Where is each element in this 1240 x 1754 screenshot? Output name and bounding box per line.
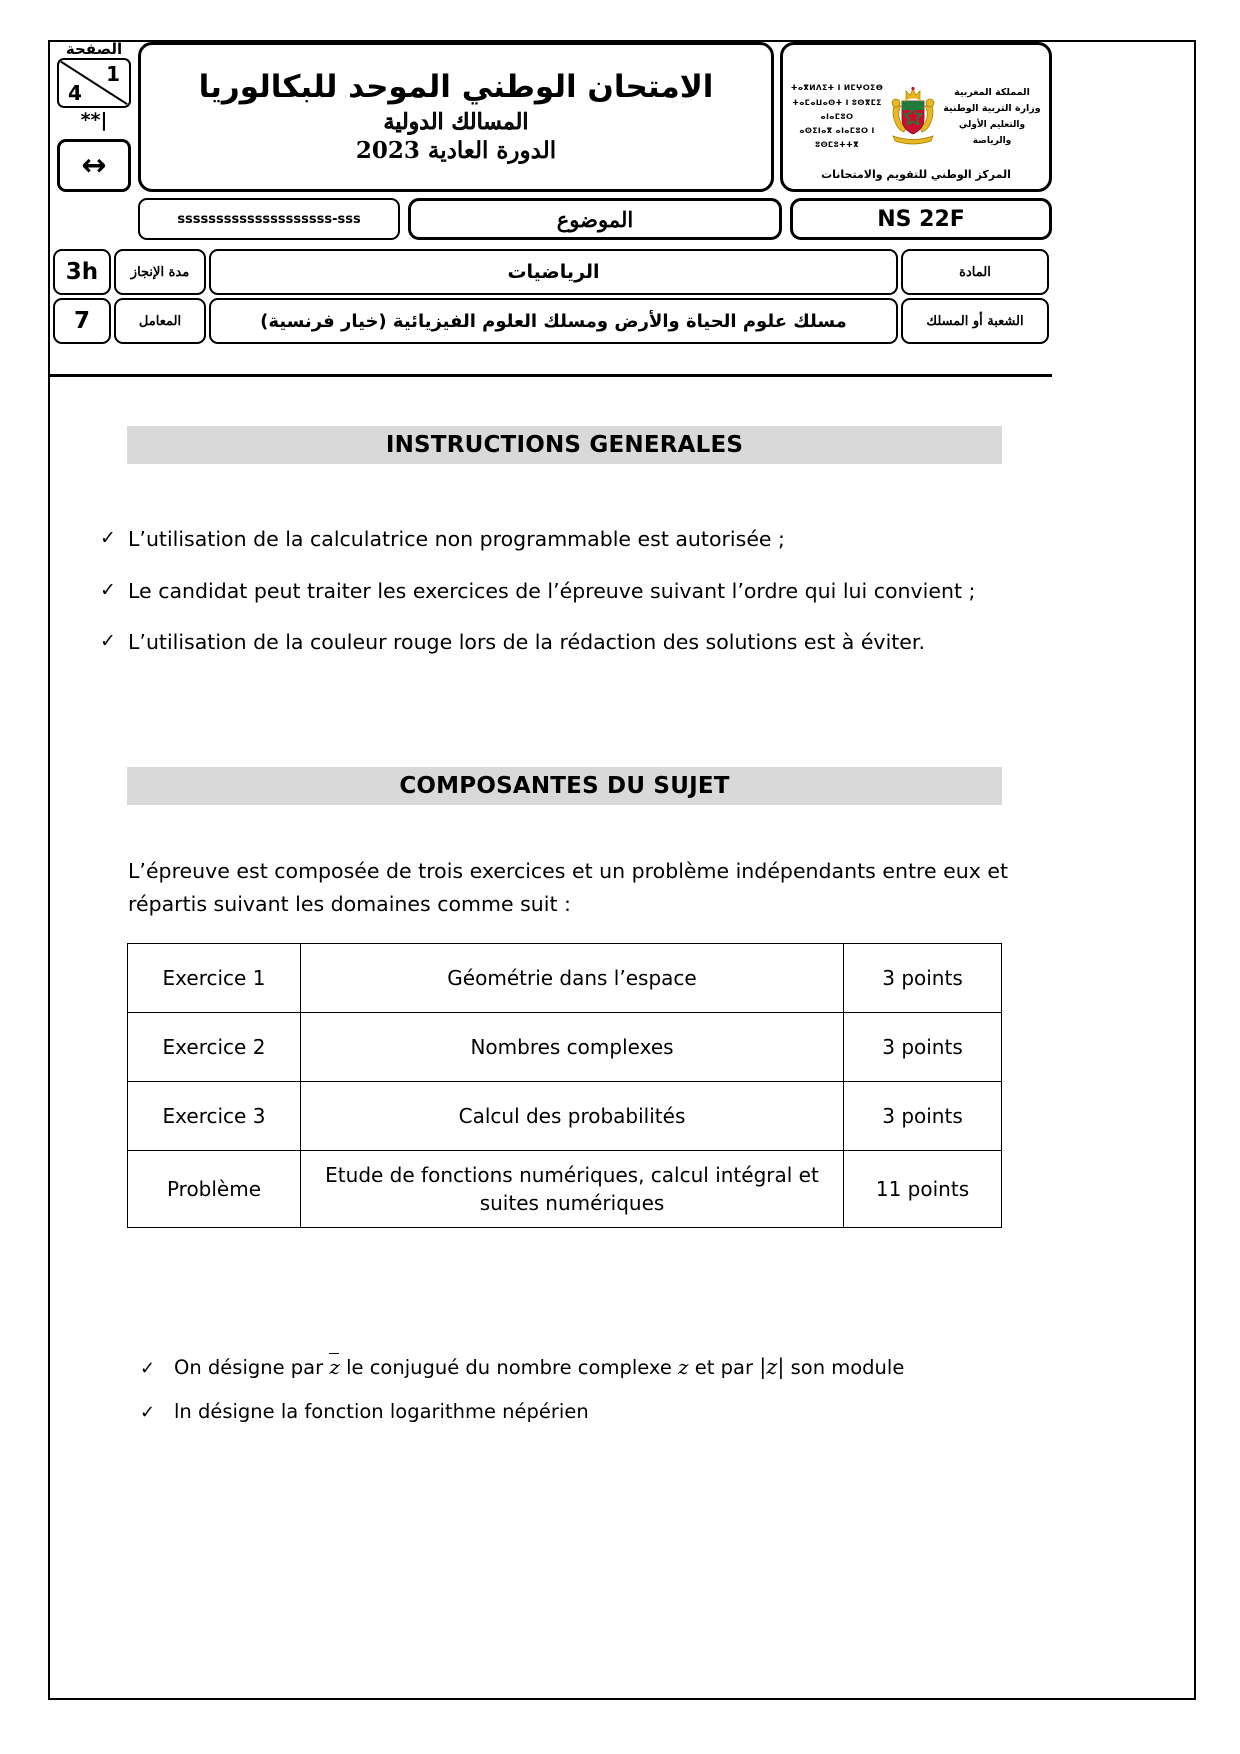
header-second-row [50,198,1052,240]
ministry-line-3: والتعليم الأولي والرياضة [958,119,1026,146]
footnote-part-2: le conjugué du nombre complexe [346,1356,672,1379]
coat-of-arms-icon [885,86,941,148]
stream-value: مسلك علوم الحياة والأرض ومسلك العلوم الفيزيائية (خيار فرنسية) [209,298,898,344]
coefficient-value: 7 [53,298,111,344]
subject-value: الرياضيات [209,249,898,295]
arrow-box [57,139,131,192]
exercise-domain: Etude de fonctions numériques, calcul intégral et suites numériques [301,1151,844,1228]
exercise-name: Exercice 2 [128,1013,301,1082]
footnote-text [174,1352,1040,1381]
list-item [140,1399,1040,1424]
check-icon: ✓ [100,630,116,653]
exercise-name: Exercice 3 [128,1082,301,1151]
duration-value: 3h [53,249,111,295]
header-divider [50,374,1052,377]
duration-label: مدة الإنجاز [114,249,206,295]
check-icon: ✓ [100,527,116,549]
modulus-symbol: |z| [759,1355,785,1379]
tifinagh-line-1: ⵜⴰⴳⵍⴷⵉⵜ ⵏ ⵍⵎⵖⵔⵉⴱ [790,83,884,93]
exercise-domain: Géométrie dans l’espace [301,944,844,1013]
table-row [128,944,1002,1013]
overline-icon [329,1353,339,1354]
exercise-points: 11 points [844,1151,1002,1228]
exam-title-main: الامتحان الوطني الموحد للبكالوريا [198,68,714,105]
instruction-text: Le candidat peut traiter les exercices de l’épreuve suivant l’ordre qui lui convient ; [128,578,976,603]
exercise-domain: Nombres complexes [301,1013,844,1082]
list-item [100,579,1030,605]
complex-symbol: z [678,1355,689,1379]
footnote-part-1: On désigne par [174,1356,324,1379]
footnote-part-3: et par [694,1356,753,1379]
page-total: 4 [68,80,82,105]
exam-title-session: الدورة العادية 2023 [355,137,557,165]
tifinagh-line-3: ⴰⵙⵉⵏⴰⴳ ⴰⵏⴰⵎⵓⵔ ⵏ ⵓⵙⵎⵓⵜⵜⴳ [799,126,875,150]
exam-header [50,42,1052,347]
stream-label: الشعبة أو المسلك [901,298,1049,344]
ministry-arabic-text [941,85,1043,150]
stars-marker: **| [80,108,108,131]
header-top-row [50,42,1052,192]
exam-code-box: NS 22F [790,198,1052,240]
tifinagh-line-2: ⵜⴰⵎⴰⵡⴰⵙⵜ ⵏ ⵓⵙⴳⵎⵉ ⴰⵏⴰⵎⵓⵔ [792,97,882,121]
ministry-line-1: المملكة المغربية [954,86,1030,98]
tifinagh-text [789,81,885,152]
components-intro: L’épreuve est composée de trois exercices et un problème indépendants entre eux et répartis suivant les domaines comme suit : [128,859,1008,917]
page-label: الصفحة [65,40,123,58]
footnote-text: ln désigne la fonction logarithme népérien [174,1400,589,1424]
exam-title-box [138,42,774,192]
mawdou-label-box: الموضوع [408,198,782,240]
exam-title-sub: المسالك الدولية [383,109,529,136]
exercise-domain: Calcul des probabilités [301,1082,844,1151]
instruction-text: L’utilisation de la couleur rouge lors de la rédaction des solutions est à éviter. [128,630,925,655]
exercise-points: 3 points [844,1013,1002,1082]
check-icon: ✓ [140,1402,156,1424]
check-icon: ✓ [100,578,116,601]
exercise-points: 3 points [844,944,1002,1013]
check-icon: ✓ [140,1358,156,1379]
subject-info-table [50,246,1052,347]
exercise-name: Problème [128,1151,301,1228]
page-number-column [50,42,138,192]
table-row [128,1013,1002,1082]
components-banner: COMPOSANTES DU SUJET [127,767,1002,805]
conjugate-symbol: z [329,1355,340,1379]
table-row [128,1082,1002,1151]
instructions-banner: INSTRUCTIONS GENERALES [127,426,1002,464]
ministry-line-4: المركز الوطني للتقويم والامتحانات [821,168,1011,181]
subject-row [53,249,1049,295]
stream-row [53,298,1049,344]
header-row2-spacer [50,198,138,240]
double-arrow-icon: ↔ [81,147,107,183]
list-item [100,630,1030,656]
footnote-part-4: son module [790,1356,905,1379]
list-item [140,1352,1040,1381]
exercise-points: 3 points [844,1082,1002,1151]
page-number-box [57,58,131,108]
table-row [128,1151,1002,1228]
exercise-name: Exercice 1 [128,944,301,1013]
page-current: 1 [106,62,120,86]
list-item [100,527,1030,553]
subject-label: المادة [901,249,1049,295]
reference-code-box: ssssssssssssssssssss-sss [138,198,400,240]
coefficient-label: المعامل [114,298,206,344]
instruction-text: L’utilisation de la calculatrice non programmable est autorisée ; [128,527,785,551]
ministry-logo-box [780,42,1052,192]
ministry-line-2: وزارة التربية الوطنية [943,103,1041,115]
footnotes-list [140,1352,1040,1443]
instructions-list [100,527,1030,682]
components-table [127,943,1002,1228]
